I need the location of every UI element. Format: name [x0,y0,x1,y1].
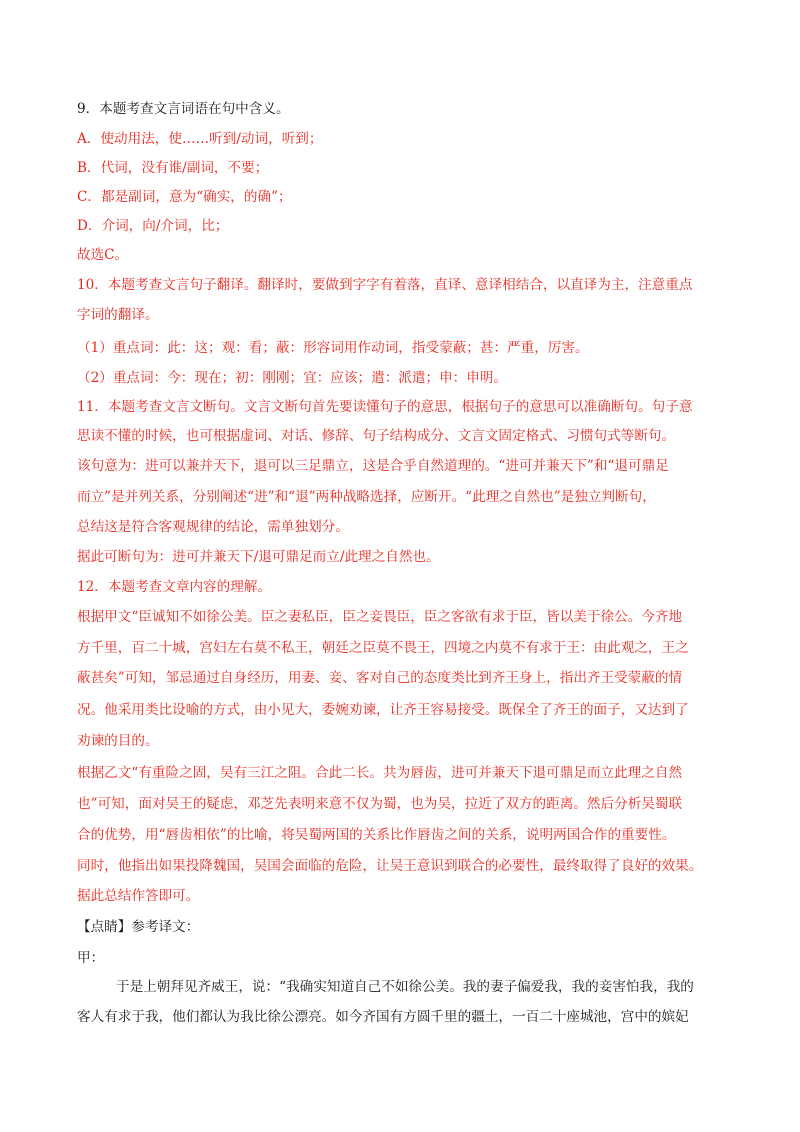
q9-answer: 故选C。 [77,247,129,263]
q12-line: 劝谏的目的。 [77,733,159,749]
q12-line: 根据甲文“臣诚知不如徐公美。臣之妻私臣，臣之妾畏臣，臣之客欲有求于臣，皆以美于徐公。今齐地 [77,609,683,625]
tips-heading: 【点睛】参考译文： [77,919,200,935]
translation-line: 于是上朝拜见齐威王，说：“我确实知道自己不如徐公美。我的妻子偏爱我，我的妾害怕我，我的 [116,979,694,995]
q11-line: 思读不懂的时候，也可根据虚词、对话、修辞、句子结构成分、文言文固定格式、习惯句式等断句。 [77,428,676,444]
q11-answer: 据此可断句为：进可并兼天下/退可鼎足而立/此理之自然也。 [77,549,440,565]
q10-line: 字词的翻译。 [77,307,159,323]
q9-option-a: A．使动用法，使……听到/动词，听到； [77,131,323,147]
q10-keywords-2: （2）重点词：今：现在；初：刚刚；宜：应该；遣：派遣；申：申明。 [77,370,508,386]
q12-line: 合的优势，用“唇齿相依”的比喻，将吴蜀两国的关系比作唇齿之间的关系，说明两国合作的重要性。 [77,827,676,843]
q12-line: 方千里，百二十城，宫妇左右莫不私王，朝廷之臣莫不畏王，四境之内莫不有求于王：由此观之，王之 [77,640,689,656]
q12-line: 蔽甚矣”可知，邹忌通过自身经历，用妻、妾、客对自己的态度类比到齐王身上，指出齐王受蒙蔽的情 [77,670,683,686]
q9-option-b: B．代词，没有谁/副词，不要； [77,160,269,176]
q11-line: 该句意为：进可以兼并天下，退可以三足鼎立，这是合乎自然道理的。“进可并兼天下”和“退可鼎足 [77,458,669,474]
q10-keywords-1: （1）重点词：此：这；观：看；蔽：形容词用作动词，指受蒙蔽；甚：严重，厉害。 [77,340,589,356]
q11-line: 而立”是并列关系，分别阐述“进”和“退”两种战略选择，应断开。“此理之自然也”是独立判断句， [77,489,656,505]
q12-line: 也”可知，面对吴王的疑虑，邓芝先表明来意不仅为蜀，也为吴，拉近了双方的距离。然后分析吴蜀联 [77,796,683,812]
q11-line: 总结这是符合客观规律的结论，需单独划分。 [77,519,349,535]
q9-heading: 9．本题考查文言词语在句中含义。 [77,101,290,117]
q9-option-c: C．都是副词，意为“确实，的确”； [77,189,292,205]
q12-line: 况。他采用类比设喻的方式，由小见大，委婉劝谏，让齐王容易接受。既保全了齐王的面子，又达到了 [77,702,689,718]
q12-heading: 12．本题考查文章内容的理解。 [77,579,272,595]
q12-line: 据此总结作答即可。 [77,888,200,904]
q9-option-d: D．介词，向/介词，比； [77,218,229,234]
q12-line: 根据乙文“有重险之固，吴有三江之阻。合此二长。共为唇齿，进可并兼天下退可鼎足而立此理之自然 [77,765,683,781]
translation-line: 客人有求于我，他们都认为我比徐公漂亮。如今齐国有方圆千里的疆土，一百二十座城池，宫中的嫔妃 [77,1009,689,1025]
q11-line: 11．本题考查文言文断句。文言文断句首先要读懂句子的意思，根据句子的意思可以准确断句。句子意 [77,399,693,415]
q10-line: 10．本题考查文言句子翻译。翻译时，要做到字字有着落，直译、意译相结合，以直译为主，注意重点 [77,277,693,293]
q12-line: 同时，他指出如果投降魏国，吴国会面临的危险，让吴王意识到联合的必要性，最终取得了良好的效果。 [77,858,703,874]
text-a-label: 甲： [77,950,105,966]
